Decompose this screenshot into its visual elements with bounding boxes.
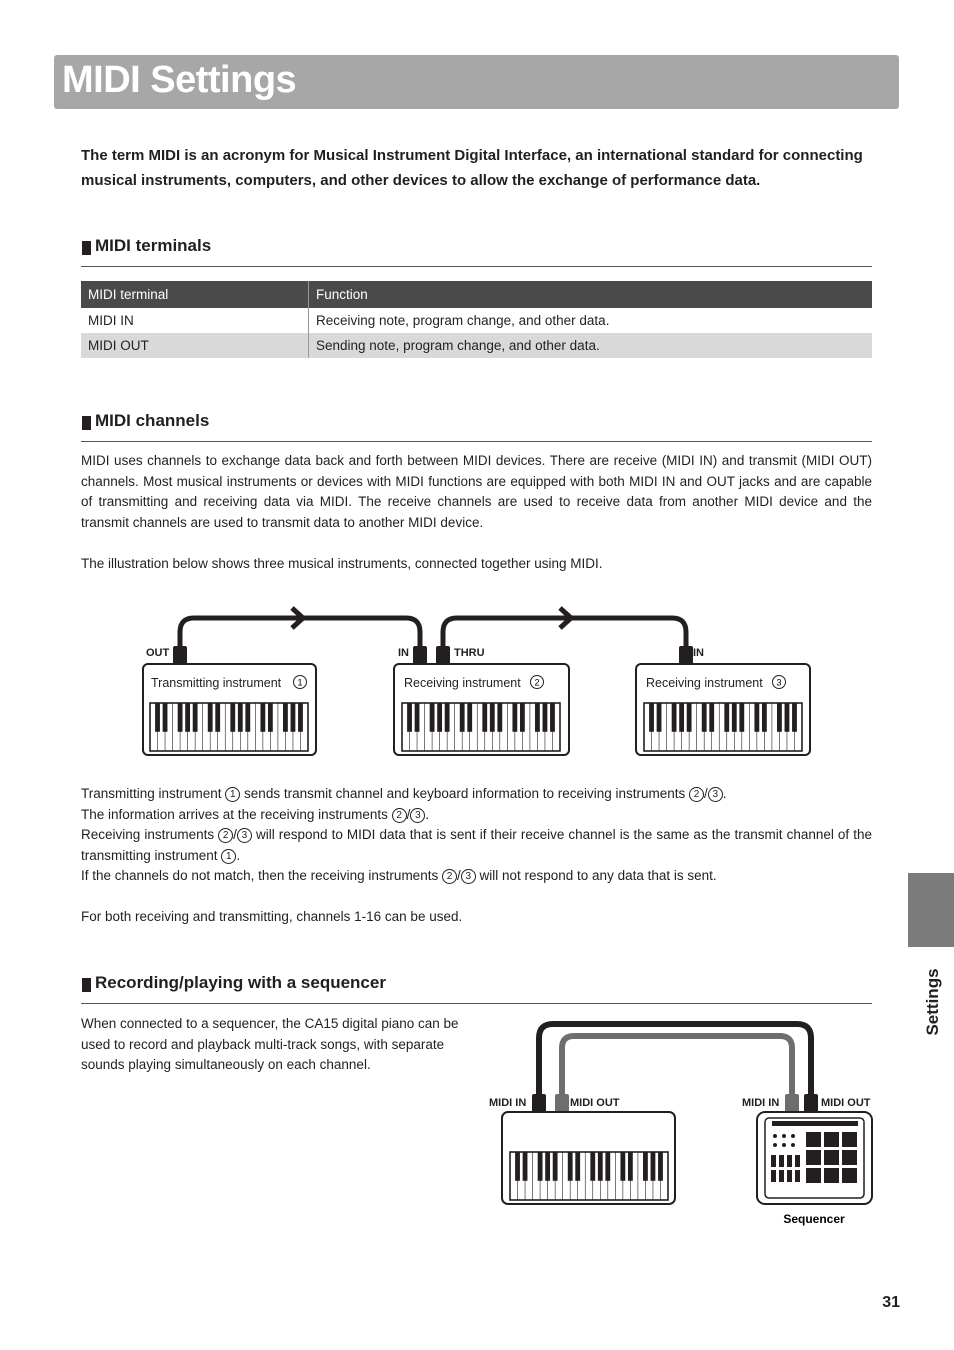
table-cell: MIDI IN [81, 308, 309, 333]
page-title: MIDI Settings [62, 59, 297, 101]
circled-number: 3 [461, 869, 476, 884]
circled-number: 3 [237, 828, 252, 843]
sequencer-device [757, 1112, 872, 1204]
explanation-line: Transmitting instrument 1 sends transmit channel and keyboard information to receiving instruments 2 / 3 . [81, 786, 727, 801]
table-cell: Sending note, program change, and other data. [309, 333, 873, 358]
midi-terminals-table [81, 281, 872, 358]
instrument-2 [394, 664, 569, 755]
circled-number: 2 [442, 869, 457, 884]
side-tab [908, 873, 954, 947]
keyboard-icon [644, 703, 802, 751]
midi-plug-icon [785, 1094, 799, 1112]
instrument-3 [636, 664, 810, 755]
title-bar [54, 55, 899, 109]
instrument-label: Receiving instrument [646, 676, 763, 690]
instrument-number: 1 [297, 677, 303, 688]
port-label-midi-in: MIDI IN [742, 1097, 780, 1109]
port-label-out: OUT [146, 647, 170, 659]
table-row [81, 333, 872, 358]
table-cell: MIDI OUT [81, 333, 309, 358]
circled-number: 3 [410, 808, 425, 823]
heading-marker [82, 416, 91, 430]
midi-plug-icon [436, 646, 450, 664]
sequencer-paragraph: When connected to a sequencer, the CA15 digital piano can be used to record and playback multi-track songs, with separate sounds playing simultaneously on each channel. [81, 1016, 459, 1072]
port-label-midi-out: MIDI OUT [570, 1097, 620, 1109]
column-header: Function [309, 281, 873, 308]
instrument-number: 3 [776, 677, 782, 688]
sequencer-label: Sequencer [783, 1212, 845, 1226]
keyboard-icon [150, 703, 308, 751]
table-row [81, 308, 872, 333]
instrument-label: Receiving instrument [404, 676, 521, 690]
circled-number: 3 [708, 787, 723, 802]
instrument-1 [143, 664, 316, 755]
digital-piano [502, 1112, 675, 1204]
midi-plug-icon [413, 646, 427, 664]
explanation-line: The information arrives at the receiving instruments 2 / 3 . [81, 806, 430, 822]
instrument-number: 2 [534, 677, 540, 688]
midi-plug-icon [173, 646, 187, 664]
keyboard-icon [510, 1152, 668, 1200]
section-heading-channels [81, 409, 872, 442]
section-title: MIDI channels [95, 411, 210, 430]
explanation-line: If the channels do not match, then the receiving instruments 2 / 3 will not respond to any data that is sent. [81, 868, 717, 883]
midi-plug-icon [804, 1094, 818, 1112]
section-title: Recording/playing with a sequencer [95, 973, 386, 992]
page-number: 31 [882, 1294, 900, 1311]
section-title: MIDI terminals [95, 236, 212, 255]
explanation-line: Receiving instruments 2 / 3 will respond to MIDI data that is sent if their receive channel is the same as the transmit channel of the transmitting instrument 1 . [81, 827, 872, 863]
heading-marker [82, 978, 91, 992]
table-cell: Receiving note, program change, and other data. [316, 313, 610, 328]
port-label-midi-in: MIDI IN [489, 1097, 527, 1109]
instrument-label: Transmitting instrument [151, 676, 282, 690]
cable-piano-out-to-sequencer-in [562, 1036, 792, 1098]
channels-explanation [81, 784, 872, 887]
circled-number: 2 [392, 808, 407, 823]
circled-number: 2 [689, 787, 704, 802]
port-label-in: IN [693, 647, 704, 659]
midi-plug-icon [532, 1094, 546, 1112]
side-tab-label: Settings [923, 968, 942, 1036]
intro-paragraph: The term MIDI is an acronym for Musical Instrument Digital Interface, an international standard for connecting musical instruments, computers, and other devices to allow the exchange of performance data. [81, 147, 863, 189]
port-label-midi-out: MIDI OUT [821, 1097, 871, 1109]
keyboard-icon [402, 703, 560, 751]
circled-number: 2 [218, 828, 233, 843]
channels-range-note: For both receiving and transmitting, channels 1-16 can be used. [81, 909, 463, 924]
midi-plug-icon [555, 1094, 569, 1112]
section-heading-sequencer [81, 971, 872, 1004]
illustration-caption: The illustration below shows three musical instruments, connected together using MIDI. [81, 556, 603, 571]
circled-number: 1 [225, 787, 240, 802]
column-header: MIDI terminal [81, 281, 309, 308]
sequencer-diagram [486, 1018, 878, 1232]
circled-number: 1 [221, 849, 236, 864]
table-header-row [81, 281, 872, 308]
midi-chain-diagram [130, 600, 830, 762]
channels-paragraph: MIDI uses channels to exchange data back and forth between MIDI devices. There are receive (MIDI IN) and transmit (MIDI OUT) channels. Most musical instruments or devices with MIDI functions are equipped with both MIDI IN and OUT jacks and are capable of transmitting and receiving data via MIDI. The receive channels are used to receive data from another MIDI device and the transmit channels are used to transmit data to another MIDI device. [81, 453, 872, 530]
section-heading-terminals [81, 234, 872, 267]
port-label-in: IN [398, 647, 409, 659]
port-label-thru: THRU [454, 647, 485, 659]
heading-marker [82, 241, 91, 255]
midi-plug-icon [679, 646, 693, 664]
